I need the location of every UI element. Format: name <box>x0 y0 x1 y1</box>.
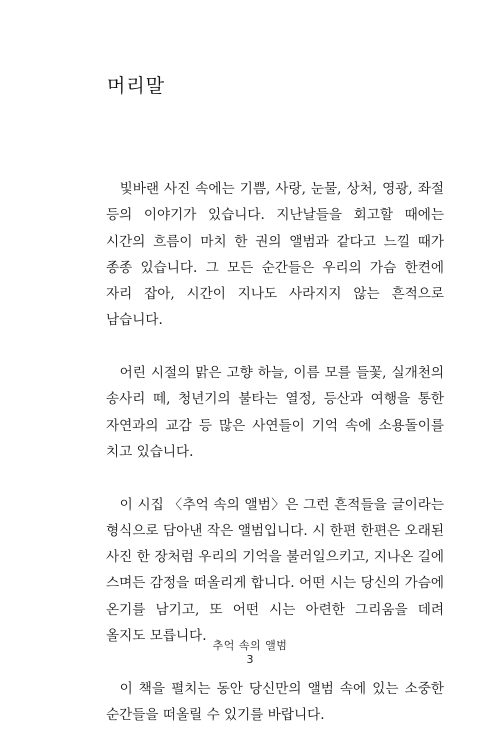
preface-body <box>106 176 444 755</box>
paragraph-3: 이 시집 〈추억 속의 앨범〉은 그런 흔적들을 글이라는 형식으로 담아낸 작은 앨범입니다. 시 한편 한편은 오래된 사진 한 장처럼 우리의 기억을 불러일으키고, 지나온 길에 스며든 감정을 떠올리게 합니다. 어떤 시는 당신의 가슴에 온기를 남기고, 또 어떤 시는 아련한 그리움을 데려 올지도 모릅니다. <box>106 496 444 645</box>
paragraph-1: 빛바랜 사진 속에는 기쁨, 사랑, 눈물, 상처, 영광, 좌절 등의 이야기가 있습니다. 지난날들을 회고할 때에는 시간의 흐름이 마치 한 권의 앨범과 같다고 느낄 때가 종종 있습니다. 그 모든 순간들은 우리의 가슴 한켠에 자리 잡아, 시간이 지나도 사라지지 않는 흔적으로 남습니다. <box>106 181 444 329</box>
page-title: 머리말 <box>107 75 166 97</box>
paragraph-2: 어린 시절의 맑은 고향 하늘, 이름 모를 들꽃, 실개천의 송사리 떼, 청년기의 불타는 열정, 등산과 여행을 통한 자연과의 교감 등 많은 사연들이 기억 속에 소용돌이를 치고 있습니다. <box>106 365 444 460</box>
page-number: 3 <box>246 653 254 666</box>
paragraph-4: 이 책을 펼치는 동안 당신만의 앨범 속에 있는 소중한 순간들을 떠올릴 수 있기를 바랍니다. <box>106 680 444 723</box>
running-footer-title: 추억 속의 앨범 <box>212 639 288 652</box>
